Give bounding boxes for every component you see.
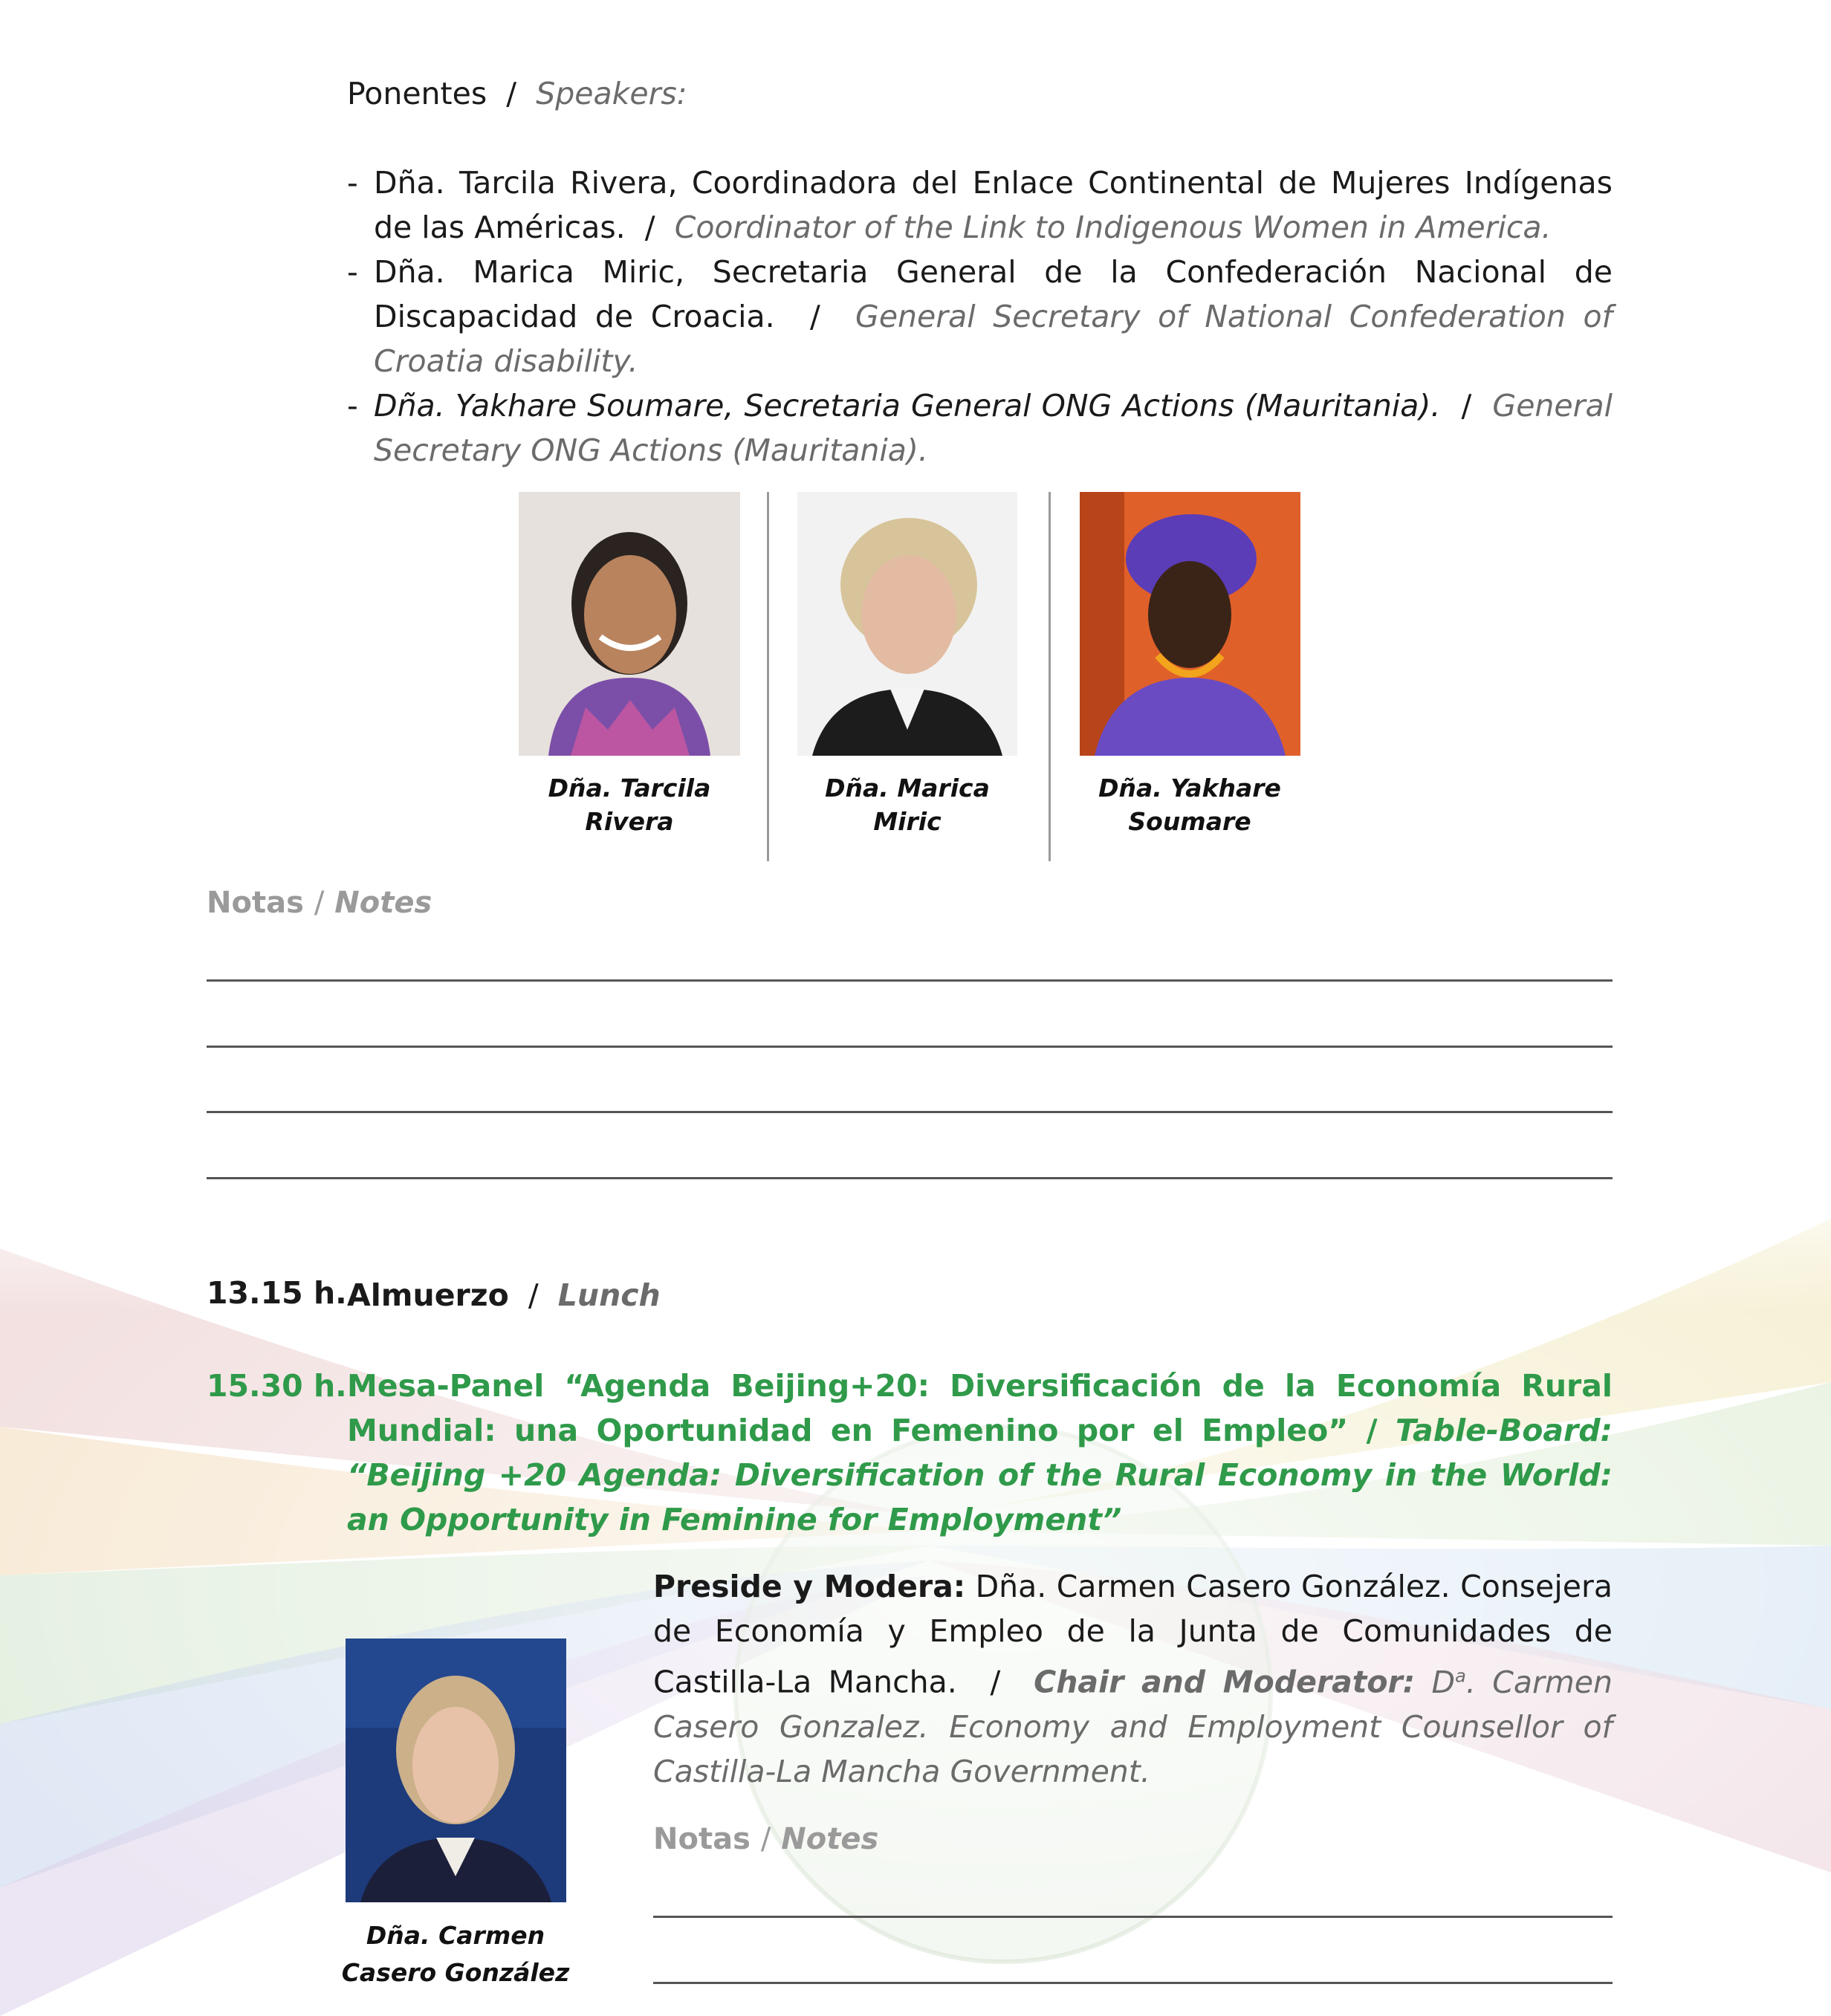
- chair-description: Preside y Modera: Dña. Carmen Casero González. Consejera de Economía y Empleo de la Junta de Comunidades de Castilla-La Mancha. / Chair and Moderator: $D^a$. Carmen Casero Gonzalez. Economy and Employment Counsellor of Castilla-La Mancha Government.: [653, 1569, 1613, 1789]
- divider: [1049, 492, 1051, 861]
- caption-miric: Dña. Marica Miric: [825, 774, 990, 836]
- list-item: - Dña. Yakhare Soumare, Secretaria General ONG Actions (Mauritania). / General Secretary ONG Actions (Mauritania).: [347, 388, 1613, 468]
- panel-title: Mesa-Panel “Agenda Beijing+20: Diversificación de la Economía Rural Mundial: una Oportunidad en Femenino por el Empleo” / Table-Board: “Beijing +20 Agenda: Diversification of the Rural Economy in the World: an Opportunity in Feminine for Employment”: [347, 1368, 1613, 1537]
- notes-line[interactable]: [653, 1916, 1613, 1918]
- list-item: - Dña. Tarcila Rivera, Coordinadora del Enlace Continental de Mujeres Indígenas de las Américas. / Coordinator of the Link to Indigenous Women in America.: [347, 165, 1613, 245]
- photo-tarcila-rivera: [519, 492, 740, 756]
- notes-line[interactable]: [207, 1046, 1613, 1048]
- photo-carmen-casero: [346, 1639, 566, 1902]
- lunch-item: Almuerzo / Lunch: [347, 1277, 661, 1313]
- caption-soumare: Dña. Yakhare Soumare: [1098, 774, 1281, 836]
- speakers-list: [347, 161, 1613, 473]
- notes-line[interactable]: [207, 1177, 1613, 1179]
- list-item: - Dña. Marica Miric, Secretaria General de la Confederación Nacional de Discapacidad de Croacia. / General Secretary of National Confederation of Croatia disability.: [347, 254, 1613, 379]
- notes-label: Notas / Notes: [653, 1822, 879, 1856]
- panel-time: 15.30 h.: [207, 1368, 347, 1404]
- speakers-heading: Ponentes / Speakers:: [347, 76, 687, 111]
- divider: [767, 492, 769, 861]
- notes-line[interactable]: [207, 1111, 1613, 1113]
- notes-label: Notas / Notes: [207, 886, 432, 920]
- photo-marica-miric: [797, 492, 1017, 756]
- caption-casero: Dña. Carmen Casero González: [341, 1921, 570, 1987]
- lunch-time: 13.15 h.: [207, 1275, 347, 1311]
- photo-yakhare-soumare: [1080, 492, 1300, 756]
- notes-line[interactable]: [207, 979, 1613, 982]
- notes-line[interactable]: [653, 1982, 1613, 1984]
- caption-rivera: Dña. Tarcila Rivera: [548, 774, 711, 836]
